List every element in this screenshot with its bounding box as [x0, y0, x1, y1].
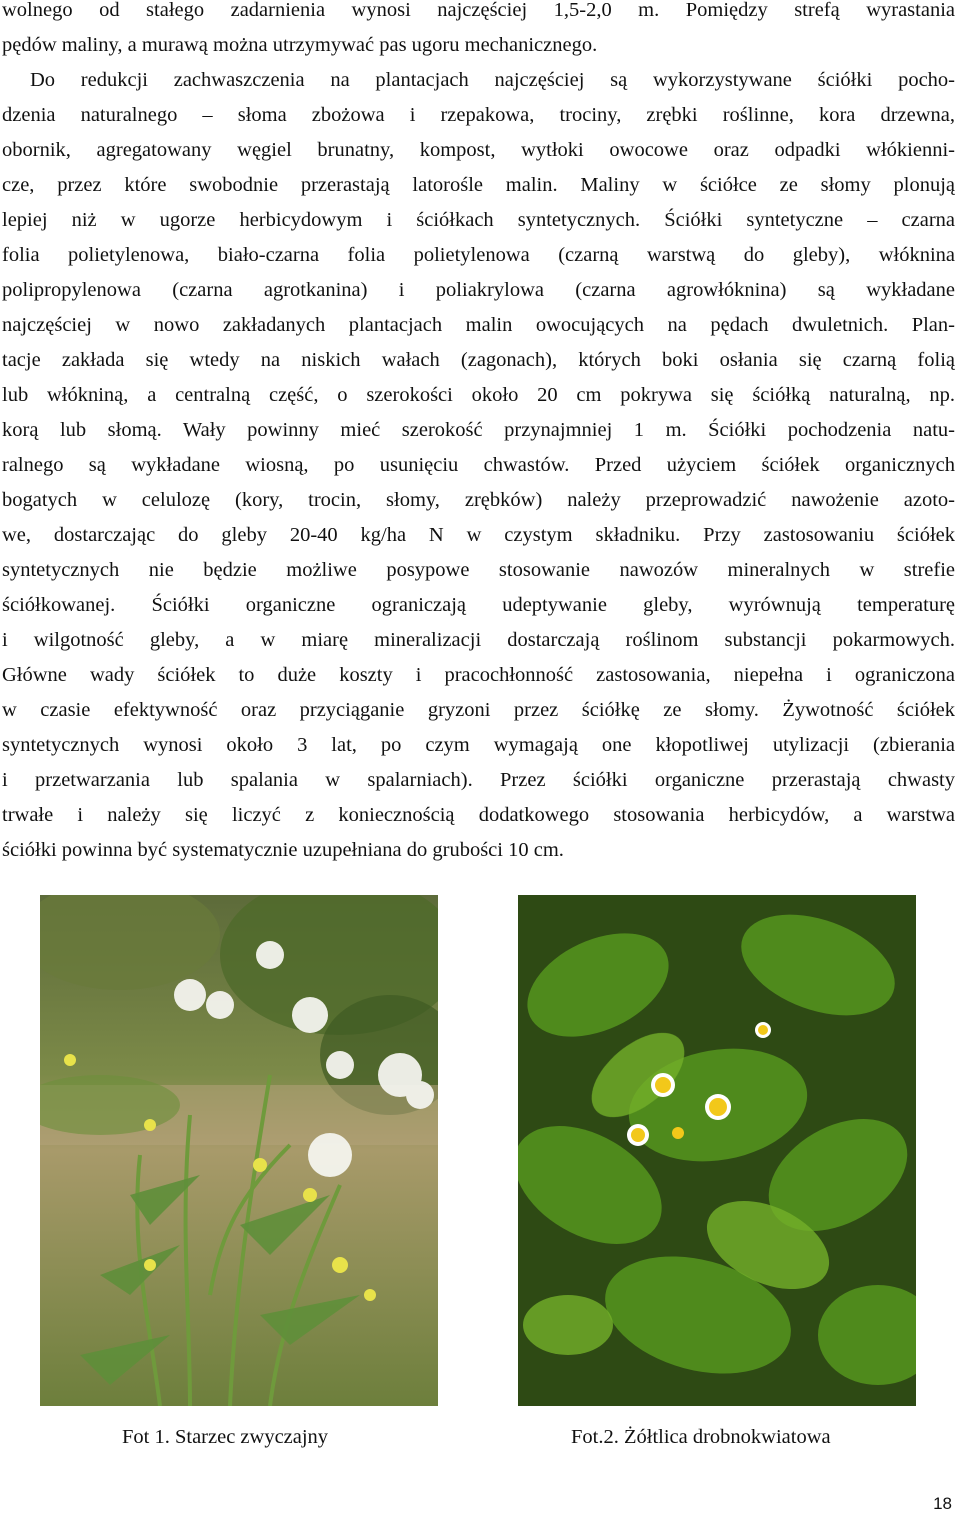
text-line: ściółkowanej. Ściółki organiczne ograniczają udeptywanie gleby, wyrównują temperaturę — [2, 594, 955, 616]
groundsel-illustration — [40, 895, 438, 1406]
text-line: bogatych w celulozę (kory, trocin, słomy, zrębków) należy przeprowadzić nawożenie azoto- — [2, 489, 955, 511]
text-line: korą lub słomą. Wały powinny mieć szerokość przynajmniej 1 m. Ściółki pochodzenia natu- — [2, 419, 955, 441]
text-line: obornik, agregatowany węgiel brunatny, kompost, wytłoki owocowe oraz odpadki włókienni- — [2, 139, 955, 161]
page-number: 18 — [933, 1494, 952, 1513]
figure-caption-1: Fot 1. Starzec zwyczajny — [122, 1426, 329, 1448]
text-line: polipropylenowa (czarna agrotkanina) i poliakrylowa (czarna agrowłóknina) są wykładane — [2, 279, 955, 301]
text-line: w czasie efektywność oraz przyciąganie gryzoni przez ściółkę ze słomy. Żywotność ściółek — [2, 699, 955, 721]
text-line: ralnego są wykładane wiosną, po usunięciu chwastów. Przed użyciem ściółek organicznych — [2, 454, 955, 476]
text-line: cze, przez które swobodnie przerastają latorośle malin. Maliny w ściółce ze słomy plonują — [2, 174, 955, 196]
text-line: lub włókniną, a centralną część, o szerokości około 20 cm pokrywa się ściółką naturalną, np. — [2, 384, 955, 406]
text-line: najczęściej w nowo zakładanych plantacjach malin owocujących na pędach dwuletnich. Plan- — [2, 314, 955, 336]
text-line: Do redukcji zachwaszczenia na plantacjach najczęściej są wykorzystywane ściółki pocho- — [30, 69, 955, 91]
text-line: trwałe i należy się liczyć z koniecznością dodatkowego stosowania herbicydów, a warstwa — [2, 804, 955, 826]
galinsoga-illustration — [518, 895, 916, 1406]
figure-caption-2: Fot.2. Żółtlica drobnokwiatowa — [571, 1426, 831, 1448]
text-line: i wilgotność gleby, a w miarę mineralizacji dostarczają roślinom substancji pokarmowych. — [2, 629, 955, 651]
text-line: folia polietylenowa, biało-czarna folia polietylenowa (czarną warstwą do gleby), włóknina — [2, 244, 955, 266]
text-line: ściółki powinna być systematycznie uzupełniana do grubości 10 cm. — [2, 839, 564, 861]
text-line: i przetwarzania lub spalania w spalarniach). Przez ściółki organiczne przerastają chwasty — [2, 769, 955, 791]
text-line: pędów maliny, a murawą można utrzymywać pas ugoru mechanicznego. — [2, 34, 598, 56]
photo-groundsel — [40, 895, 438, 1406]
text-line: wolnego od stałego zadarnienia wynosi najczęściej 1,5-2,0 m. Pomiędzy strefą wyrastania — [2, 0, 955, 21]
text-line: syntetycznych nie będzie możliwe posypowe stosowanie nawozów mineralnych w strefie — [2, 559, 955, 581]
text-line: tacje zakłada się wtedy na niskich wałach (zagonach), których boki osłania się czarną folią — [2, 349, 955, 371]
text-line: syntetycznych wynosi około 3 lat, po czym wymagają one kłopotliwej utylizacji (zbierania — [2, 734, 955, 756]
text-line: we, dostarczając do gleby 20-40 kg/ha N w czystym składniku. Przy zastosowaniu ściółek — [2, 524, 955, 546]
photo-galinsoga — [518, 895, 916, 1406]
text-line: dzenia naturalnego – słoma zbożowa i rzepakowa, trociny, zrębki roślinne, kora drzewna, — [2, 104, 955, 126]
text-line: lepiej niż w ugorze herbicydowym i ściółkach syntetycznych. Ściółki syntetyczne – czarna — [2, 209, 955, 231]
text-line: Główne wady ściółek to duże koszty i pracochłonność zastosowania, niepełna i ograniczona — [2, 664, 955, 686]
